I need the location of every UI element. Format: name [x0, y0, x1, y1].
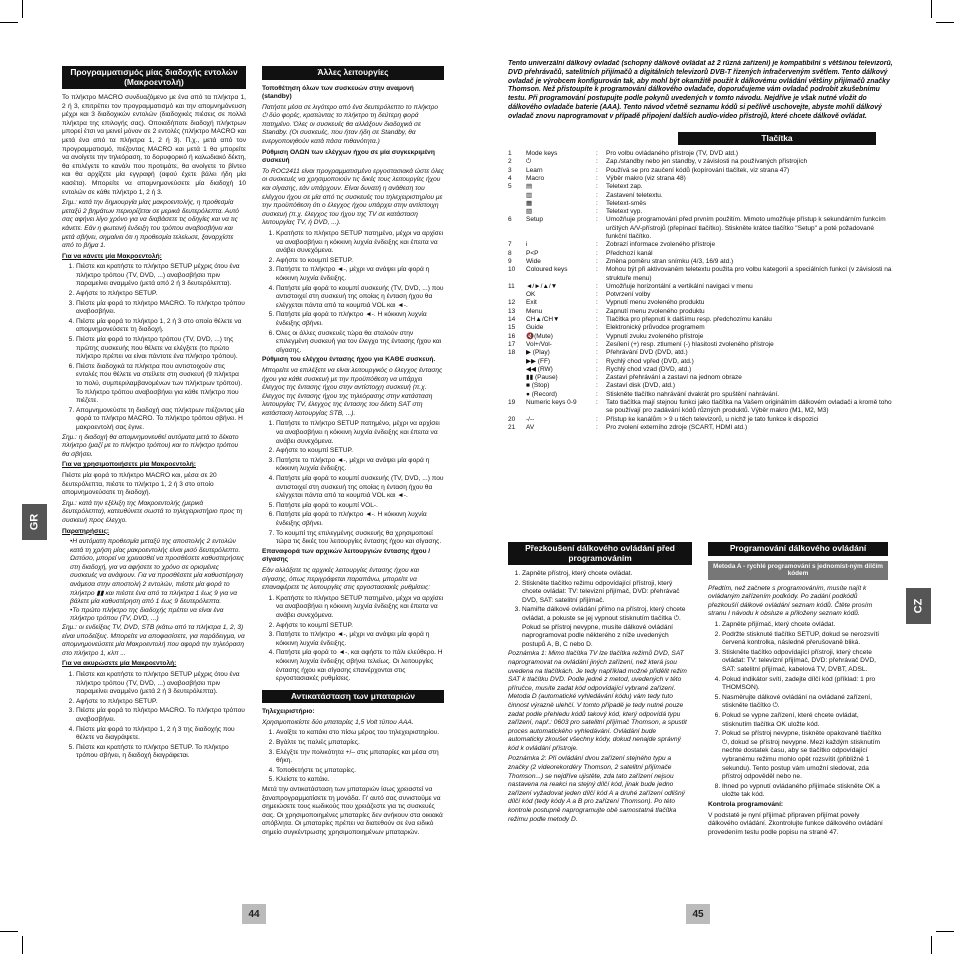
section-heading: Tlačítka — [678, 132, 876, 146]
table-row — [508, 208, 896, 216]
key-description: Zastaví přehrávání a zastaví na jednom obraze — [606, 374, 742, 382]
separator: : — [596, 291, 598, 299]
key-description: Potvrzení volby — [606, 291, 651, 299]
crop-mark — [936, 931, 954, 932]
column-czech-test — [508, 542, 692, 896]
key-name: -/-- — [526, 415, 535, 423]
key-number: 4 — [508, 174, 512, 182]
column-czech-programming — [708, 542, 888, 896]
table-row — [508, 150, 896, 158]
page-number-right: 45 — [686, 904, 710, 924]
list-item: 3. Πιέστε μία φορά το πλήκτρο MACRO. Το πλήκτρο τρόπου αναβοσβήνει. — [76, 707, 246, 724]
list-item: 3. Namiřte dálkové ovládání přímo na přístroj, který chcete ovládat, a pokuste se jej vypnout stisknutím tlačítka ⏻. Pokud se přístroj nevypne, musíte dálkové ovládání naprogramovat podle některého z níže uvedených postupů A, B, C nebo D. — [522, 606, 692, 649]
key-description: Přístup ke kanálům > 9 u těch televizorů, u nichž je tato funkce k dispozici — [606, 415, 819, 423]
key-number: 14 — [508, 316, 516, 324]
separator: : — [596, 241, 598, 249]
list-item: 2. Αφήστε το κουμπί SETUP. — [276, 622, 444, 631]
section-heading: Programování dálkového ovládání — [708, 542, 888, 556]
key-number: 19 — [508, 398, 516, 406]
separator: : — [596, 365, 598, 373]
table-row — [508, 374, 896, 382]
list-item: 7. Pokud se přístroj nevypne, tiskněte opakovaně tlačítko ⏻, dokud se přístroj nevypne. Mezi každým stisknutím nechte dostatek času, aby se tlačítko odpovídající vybranému režimu mohlo opět rozsvítit (přibližně 1 sekundu). Tento postup vám umožní sledovat, zda přístroj odpověděl nebo ne. — [722, 730, 888, 782]
key-name: ■ (Stop) — [526, 382, 550, 390]
table-row — [508, 424, 896, 432]
list-item: 5. Πιέστε και κρατήστε το πλήκτρο SETUP. Το πλήκτρο τρόπου σβήνει, η διαδοχή διαγράφεται. — [76, 744, 246, 761]
steps-list — [62, 263, 246, 432]
list-item: 1. Ανοίξτε το καπάκι στο πίσω μέρος του τηλεχειριστηρίου. — [276, 729, 444, 738]
note: Σημ.: η διαδοχή θα απομνημονευθεί αυτόματα μετά το δέκατο πλήκτρο (μαζί με το πλήκτρο τρόπου) και το πλήκτρο τρόπου θα σβήσει. — [62, 433, 239, 458]
list-item: 1. Πιέστε και κρατήστε το πλήκτρο SETUP μέχρις ότου ένα πλήκτρο τρόπου (TV, DVD, ...) αναβοσβήσει πριν παραμείνει αναμμένο (μετά 2 ή 3 δευτερόλεπτα). — [76, 671, 246, 697]
page-number-left: 44 — [242, 904, 266, 924]
paragraph: Μπορείτε να επιλέξετε να είναι λειτουργικός ο έλεγχος έντασης ήχου για κάθε συσκευή με την προϋπόθεση να υπάρχει έλεγχος της έντασης ήχου στην αντίστοιχη συσκευή (π.χ. έλεγχος της έντασης ήχου της τηλεόρασης στην κατάσταση λειτουργίας TV, έλεγχος της έντασης του δέκτη SAT στη κατάσταση λειτουργίας STB, ...). — [262, 366, 443, 417]
separator: : — [596, 249, 598, 257]
key-description: Zastaví disk (DVD, atd.) — [606, 382, 675, 390]
key-description: Rychlý chod vpřed (DVD, atd.) — [606, 357, 694, 365]
subheading: Τοποθέτηση όλων των συσκευών στην αναμονή (standby) — [262, 84, 414, 101]
key-name: Guide — [526, 324, 544, 332]
key-description: Vypnutí menu zvoleného produktu — [606, 299, 705, 307]
table-row — [508, 308, 896, 316]
key-name: i — [526, 241, 528, 249]
key-name: ● (Record) — [526, 390, 558, 398]
key-description: Vypnutí zvuku zvoleného přístroje — [606, 332, 704, 340]
key-description: Pro zvolení externího zdroje (SCART, HDMI atd.) — [606, 423, 748, 431]
crop-mark — [931, 0, 932, 18]
key-number: 17 — [508, 340, 516, 348]
key-description: Elektronický průvodce programem — [606, 324, 705, 332]
list-item: 3. Ελέγξτε την πολικότητα +/– στις μπαταρίες και μέσα στη θήκη. — [276, 749, 444, 766]
separator: : — [596, 199, 598, 207]
separator: : — [596, 357, 598, 365]
table-row — [508, 250, 896, 258]
list-item: 8. Ihned po vypnutí ovládaného přijímače stiskněte OK a uložte tak kód. — [722, 783, 888, 800]
language-tab-cz — [906, 588, 931, 624]
key-name: Wide — [526, 257, 541, 265]
key-number: 2 — [508, 158, 512, 166]
key-description: Teletext-směs — [606, 199, 647, 207]
table-row — [508, 241, 896, 249]
section-heading: Άλλες λειτουργίες — [262, 66, 444, 80]
key-number: 8 — [508, 249, 512, 257]
subheading: Επαναφορά των αρχικών λειτουργιών έντασης ήχου / σίγασης — [262, 547, 431, 564]
separator: : — [596, 324, 598, 332]
list-item: 1. Zapněte přístroj, který chcete ovládat. — [522, 570, 692, 579]
list-item: 1. Κρατήστε το πλήκτρο SETUP πατημένο, μέχρι να αρχίσει να αναβοσβήνει η κόκκινη λυχνία ένδειξης και έπειτα να ανάβει συνεχόμενα. — [276, 595, 444, 621]
language-tab-label: GR — [28, 513, 41, 531]
key-description: Umožňuje programování před prvním použitím. Mimoto umožňuje přístup k sekundárním funkcím určitých A/V-přístrojů (přepínací tlačítko). Stiskněte krátce tlačítko "Setup" a poté požadované funkční tlačítko. — [606, 216, 886, 241]
subheading: Για να ακυρώσετε μία Μακροεντολή: — [62, 660, 177, 668]
paragraph: Πιέστε μία φορά το πλήκτρο MACRO και, μέσα σε 20 δευτερόλεπτα, πιέστε το πλήκτρο 1, 2 ή 3 στο οποίο απομνημονεύσατε τη διαδοχή. — [62, 471, 217, 497]
separator: : — [596, 216, 598, 224]
steps-list — [62, 671, 246, 761]
list-item: 4. Πιέστε μία φορά το πλήκτρο 1, 2 ή 3 στο οποίο θέλετε να απομνημονεύσετε τη διαδοχή. — [76, 318, 246, 335]
section-heading: Αντικατάσταση των μπαταριών — [262, 690, 444, 704]
list-item: 2. Αφήστε το κουμπί SETUP. — [276, 257, 444, 266]
key-name: Mode keys — [526, 150, 558, 158]
table-row — [508, 158, 896, 166]
list-item: 5. Κλείστε το καπάκι. — [276, 776, 444, 785]
key-number: 10 — [508, 266, 516, 274]
key-name: ▮▮ (Pause) — [526, 374, 558, 382]
key-number: 21 — [508, 423, 516, 431]
key-name: ▶ (Play) — [526, 349, 550, 357]
key-number: 6 — [508, 216, 512, 224]
list-item: 2. Stiskněte tlačítko režimu odpovídající přístroji, který chcete ovládat: TV: televizní přijímač, DVD: přehrávač DVD, SAT: satelitní přijímač. — [522, 580, 692, 606]
crop-mark — [936, 22, 954, 23]
separator: : — [596, 316, 598, 324]
list-item: 6. Pokud se vypne zařízení, které chcete ovládat, stisknutím tlačítka OK uložte kód. — [722, 712, 888, 729]
key-name: AV — [526, 423, 535, 431]
list-item: 2. Αφήστε το κουμπί SETUP. — [276, 447, 444, 456]
separator: : — [596, 299, 598, 307]
section-heading: Přezkoušení dálkového ovládání před programováním — [508, 542, 692, 565]
list-item: • Η αυτόματη προθεσμία μεταξύ της αποστολής 2 εντολών κατά τη χρήση μίας μακροεντολής είναι μισό δευτερόλεπτο. Ωστόσο, μπορεί να χρειασθεί να προσθέσετε καθυστερήσεις στη διαδοχή, για να αφήσετε το χρόνο σε ορισμένες συσκευές να ανάψουν. Για να προσθέσετε μία καθυστέρηση ανάμεσα στην αποστολή 2 εντολών, πιέστε μία φορά το πλήκτρο ▮▮ και πιέστε ένα από τα πλήκτρα 1 έως 9 για να βάλετε μία καθυστέρηση από 1 έως 9 δευτερόλεπτα. — [70, 538, 246, 607]
list-item: 2. Podržte stisknuté tlačítko SETUP, dokud se nerozsvítí červená kontrolka, následně přerušovaně bliká. — [722, 631, 888, 648]
note: Poznámka 2: Při ovládání dvou zařízení stejného typu a značky (2 videorekordéry Thomson, 2 satelitní přijímače Thomson...) se nejdříve ujistěte, zda tato zařízení nejsou nastavena na reakci na stejný dílčí kód, jinak bude jedno zařízení vyžadovat jeden dílčí kód A a druhé zařízení odlišný dílčí kód (tedy kódy A a B pro zařízení Thomson). Po této kontrole postupně naprogramujte obě samostatná tlačítka režimu podle metody D. — [508, 755, 685, 823]
section-heading: Προγραμματισμός μίας διαδοχής εντολών (Μακροεντολή) — [62, 66, 246, 89]
steps-list — [262, 230, 444, 355]
key-number — [508, 291, 526, 299]
key-description: Zapnutí menu zvoleného produktu — [606, 307, 705, 315]
key-number — [508, 391, 526, 399]
list-item: 1. Zapněte přijímač, který chcete ovládat. — [722, 621, 888, 630]
table-row — [508, 399, 896, 416]
separator: : — [596, 150, 598, 158]
paragraph: Πατήστε μέσα σε λιγότερο από ένα δευτερόλεπτο το πλήκτρο ⏻ δύο φορές, κρατώντας το πλήκτρο τη δεύτερη φορά πατημένο. Όλες οι συσκευές θα αλλάξουν διαδοχικά σε Standby. (Οι συσκευές, που ήταν ήδη σε Standby, θα ενεργοποιηθούν κατά πάσα πιθανότητα.) — [262, 103, 439, 146]
key-name: ▧ — [526, 208, 533, 216]
keys-table — [508, 150, 896, 432]
separator: : — [596, 332, 598, 340]
key-name: Exit — [526, 299, 537, 307]
list-item: • Το πρώτο πλήκτρο της διαδοχής πρέπει να είναι ένα πλήκτρο τρόπου (TV, DVD, ...) — [70, 607, 246, 624]
key-number: 7 — [508, 241, 512, 249]
table-row — [508, 358, 896, 366]
list-item: 4. Πιέστε μία φορά το πλήκτρο 1, 2 ή 3 της διαδοχής που θέλετε να διαγράψετε. — [76, 726, 246, 743]
separator: : — [596, 390, 598, 398]
key-number — [508, 366, 526, 374]
list-item: 5. Πατήστε μία φορά το πλήκτρο ◄‑. Η κόκκινη λυχνία ένδειξης σβήνει. — [276, 311, 444, 328]
subheading: Ρύθμιση ΟΛΩΝ των ελέγχων ήχου σε μία συγκεκριμένη συσκευή — [262, 148, 435, 165]
subheading: Kontrola programování: — [708, 800, 784, 808]
table-row — [508, 167, 896, 175]
list-item: 1. Πιέστε και κρατήστε το πλήκτρο SETUP μέχρις ότου ένα πλήκτρο τρόπου (TV, DVD, ...) αναβοσβήσει πριν παραμείνει αναμμένο (μετά από 2 ή 3 δευτερόλεπτα). — [76, 263, 246, 289]
key-description: Mohou být při aktivovaném teletextu použita pro volbu kategorií a speciálních funkcí (v závislosti na struktuře menu) — [606, 266, 892, 282]
key-name: Coloured keys — [526, 266, 568, 274]
steps-list — [262, 729, 444, 785]
list-item: 3. Πιέστε μία φορά το πλήκτρο MACRO. Το πλήκτρο τρόπου αναβοσβήνει. — [76, 300, 246, 317]
key-description: Teletext zap. — [606, 183, 643, 191]
subheading: Ρύθμιση του ελέγχου έντασης ήχου για ΚΑΘΕ συσκευή. — [262, 356, 436, 364]
key-name: Learn — [526, 166, 543, 174]
key-number: 9 — [508, 257, 512, 265]
separator: : — [596, 374, 598, 382]
separator: : — [596, 257, 598, 265]
list-item: 6. Πιέστε διαδοχικά τα πλήκτρα που αντιστοιχούν στις εντολές που θέλετε να στείλετε στη συσκευή (9 πλήκτρα το πολύ, συμπεριλαμβανομένων των πλήκτρων τρόπου). Το πλήκτρο τρόπου αναβοσβήνει για κάθε πλήκτρο που πιέζετε. — [76, 363, 246, 406]
key-description: Rychlý chod vzad (DVD, atd.) — [606, 365, 692, 373]
key-name: Macro — [526, 174, 545, 182]
table-row — [508, 382, 896, 390]
note: Σημ.: οι ενδείξεις TV, DVD, STB (κάτω από τα πλήκτρα 1, 2, 3) είναι υποδείξεις. Μπορείτε να αποφασίσετε, για παράδειγμα, να απομνημονεύσετε μία Μακροεντολή που αφορά την τηλεόραση στο πλήκτρο 1, κλπ ... — [62, 624, 245, 657]
table-row — [508, 349, 896, 357]
list-item: 3. Πατήστε το πλήκτρο ◄‑, μέχρι να ανάψει μία φορά η κόκκινη λυχνία ένδειξης. — [276, 631, 444, 648]
table-row — [508, 216, 896, 241]
separator: : — [596, 382, 598, 390]
paragraph: Tento univerzální dálkový ovladač (schopný dálkově ovládat až 2 různá zařízení) je kompatibilní s většinou televizorů, DVD přehrávačů, satelitních přijímačů a digitálních televizorů DVB-T řízených infračerveným světlem. Tento dálkový ovladač je výrobcem konfigurován tak, aby mohl být okamžitě použit k dálkovému ovládání většiny přijímačů značky Thomson. Než přistoupíte k programování dálkového ovladače, doporučujeme vám ovladač podrobit zkušebnímu testu. Při programování postupujte podle pokynů uvedených v tomto návodu. Nejdříve je však nutné vložit do dálkového ovladače baterie (AAA). Tento návod včetně seznamu kódů si pečlivě uschovejte, abyste mohli dálkový ovladač znovu naprogramovat v případě připojení dalších audio-video přístrojů, které chcete dálkově ovládat. — [508, 60, 893, 120]
crop-mark — [22, 936, 23, 954]
key-name: ◀◀ (RW) — [526, 365, 553, 373]
table-row — [508, 416, 896, 424]
table-row — [508, 324, 896, 332]
key-number: 5 — [508, 183, 512, 191]
separator: : — [596, 166, 598, 174]
key-number — [508, 358, 526, 366]
list-item: 1. Πατήστε το πλήκτρο SETUP πατημένο, μέχρι να αρχίσει να αναβοσβήνει η κόκκινη λυχνία ένδειξης και έπειτα να ανάβει συνεχόμενα. — [276, 420, 444, 446]
subheading: Για να κάνετε μία Μακροεντολή: — [62, 252, 162, 260]
table-row — [508, 333, 896, 341]
key-name: CH▲/CH▼ — [526, 316, 560, 324]
key-description: Přehrávání DVD (DVD, atd.) — [606, 349, 688, 357]
key-name: P<P — [526, 249, 539, 257]
key-description: Výběr makro (viz strana 48) — [606, 174, 686, 182]
separator: : — [596, 398, 598, 406]
key-number: 16 — [508, 332, 516, 340]
separator: : — [596, 191, 598, 199]
czech-intro-and-keys — [508, 60, 896, 552]
key-number — [508, 382, 526, 390]
note: Σημ.: κατά την δημιουργία μίας μακροεντολής, η προθεσμία μεταξύ 2 βημάτων περιορίζεται σε μερικά δευτερόλεπτα. Αυτό σας αφήνει λίγο χρόνο για να διαβάσετε τις οδηγίες και να τις κάνετε. Εάν η φωτεινή ένδειξη του τρόπου αναβοσβήνει και μετά σβήνει, σημαίνει ότι η προθεσμία τελείωσε, ξαναρχίστε από το βήμα 1. — [62, 199, 239, 250]
separator: : — [596, 183, 598, 191]
note: Poznámka 1: Mimo tlačítka TV lze tlačítka režimů DVD, SAT naprogramovat na ovládání jiných zařízení, než která jsou uvedena na tlačítkách. Je tedy například možné přidělit režim SAT k tlačítku DVD. Podle jedné z metod, uvedených v této příručce, musíte zadat kód odpovídající vybrané zařízení. Metoda D (automatické vyhledávání kódu) vám tedy tuto činnost výrazně ulehčí. V tomto případě je tedy nutné pouze zadat podle přehledu kódů takový kód, který odpovídá typu zařízení, např.: 0603 pro satelitní přijímač Thomson, a spustit proces automatického vyhledávání. Ovládání bude automaticky zkoušet všechny kódy, dokud nenajde správný kód k ovládání přístroje. — [508, 650, 687, 752]
note: Σημ.: κατά την εξέλιξη της Μακροεντολής (μερικά δευτερόλεπτα), κατευθύνετε σωστά το τηλεχειριστήριο προς τη συσκευή προς έλεγχο. — [62, 499, 243, 524]
key-description: Umožňuje horizontální a vertikální navigaci v menu — [606, 282, 753, 290]
key-name: Menu — [526, 307, 543, 315]
list-item: 4. Πατήστε μία φορά το κουμπί συσκευής (TV, DVD, ...) που αντιστοιχεί στη συσκευή της οποίας η ένταση ήχου θα ελέγχεται πάντα από τα κουμπιά VOL και ◄‑. — [276, 475, 444, 501]
table-row — [508, 366, 896, 374]
separator: : — [596, 423, 598, 431]
key-name: OK — [526, 291, 536, 299]
key-description: Zap./standby nebo jen standby, v závislosti na používaných přístrojích — [606, 158, 808, 166]
separator: : — [596, 415, 598, 423]
table-row — [508, 175, 896, 183]
table-row — [508, 266, 896, 283]
separator: : — [596, 208, 598, 216]
key-number — [508, 374, 526, 382]
key-name: Setup — [526, 216, 543, 224]
table-row — [508, 258, 896, 266]
crop-mark — [22, 0, 23, 18]
list-item: 5. Nasměrujte dálkové ovládání na ovládané zařízení, stiskněte tlačítko ⏻. — [722, 694, 888, 711]
key-number: 15 — [508, 324, 516, 332]
table-row — [508, 291, 896, 299]
table-row — [508, 183, 896, 191]
list-item: 3. Stiskněte tlačítko odpovídající přístroji, který chcete ovládat: TV: televizní přijímač, DVD: přehrávač DVD, SAT: satelitní přijímač, kabelová TV, DVBT, ADSL. — [722, 649, 888, 675]
list-item: 2. Αφήστε το πλήκτρο SETUP. — [76, 698, 246, 707]
key-number: 3 — [508, 166, 512, 174]
paragraph: Μετά την αντικατάσταση των μπαταριών ίσως χρειαστεί να ξαναπρογραμματίσετε τη μονάδα. Γι' αυτό σας συνιστούμε να σημειώσετε τους κωδικούς που χρειάζεστε για τις συσκευές σας. Οι χρησιμοποιημένες μπαταρίες δεν ανήκουν στα οικιακά απόβλητα. Οι μπαταρίες πρέπει να διατεθούν σε ένα ειδικό σημείο συγκέντρωσης χρησιμοποιημένων μπαταριών. — [262, 785, 443, 836]
steps-list — [262, 595, 444, 684]
subheading: Για να χρησιμοποιήσετε μία Μακροεντολή: — [62, 461, 196, 469]
table-row — [508, 283, 896, 291]
key-number: 1 — [508, 150, 512, 158]
paragraph: V podstatě je nyní přijímač připraven přijímat povely dálkového ovládání. Zkontrolujte funkce dálkového ovládání provedením testu podle popisu na straně 47. — [708, 811, 883, 836]
list-item: 3. Πατήστε το πλήκτρο ◄‑, μέχρι να ανάψει μία φορά η κόκκινη λυχνία ένδειξης. — [276, 457, 444, 474]
list-item: 2. Αφήστε το πλήκτρο SETUP. — [76, 290, 246, 299]
table-row — [508, 391, 896, 399]
separator: : — [596, 349, 598, 357]
language-tab-label: CZ — [912, 598, 925, 614]
list-item: 3. Πατήστε το πλήκτρο ◄‑, μέχρι να ανάψει μία φορά η κόκκινη λυχνία ένδειξης. — [276, 266, 444, 283]
subheading: Τηλεχειριστήριο: — [262, 708, 315, 716]
key-description: Teletext vyp. — [606, 208, 643, 216]
paragraph: Předtím, než začnete s programováním, musíte najít k ovládaným zařízením podkódy. Po zadání podkódů přezkoušíí dálkové ovládání seznam kódů. Čtěte prosím stranu I návodu k obsluze a přiloženy seznam kódů. — [708, 584, 873, 618]
key-number: 20 — [508, 415, 516, 423]
key-name: ▤ — [526, 183, 533, 191]
separator: : — [596, 282, 598, 290]
list-item: 7. Απομνημονεύστε τη διαδοχή σας πλήκτρων πιέζοντας μία φορά το πλήκτρο MACRO. Το πλήκτρο τρόπου σβήνει. Η μακροεντολή σας έγινε. — [76, 407, 246, 433]
list-item: 4. Πατήστε μία φορά το ◄‑, και αφήστε το πάλι ελεύθερο. Η κόκκινη λυχνία ένδειξης σβήνει τελείως. Οι λειτουργίες έντασης ήχου και σίγασης επανέρχονται στις εργοστασιακές ρυθμίσεις. — [276, 649, 444, 683]
key-description: Stiskněte tlačítko nahrávání dvakrát pro spuštění nahrávání. — [606, 390, 780, 398]
paragraph: Το ROC2411 είναι προγραμματισμένο εργοστασιακά ώστε όλες οι συσκευές να χρησιμοποιούν τις δικές τους λειτουργίες ήχου και σίγασης, εάν υπάρχουν. Είναι δυνατή η ανάθεση του ελέγχου ήχου σε μία από τις συσκευές του τηλεχειριστηρίου με την προϋπόθεση ότι ο έλεγχος ήχου υπάρχει στην αντίστοιχη συσκευή (π.χ. έλεγχος του ήχου της TV σε κατάσταση λειτουργίας TV, ή DVD, ...). — [262, 167, 444, 227]
key-number — [508, 192, 526, 200]
list-item: 6. Όλες οι άλλες συσκευές τώρα θα σταλούν στην επιλεγμένη συσκευή για τον έλεγχο της έντασης ήχου και σίγασης. — [276, 330, 444, 356]
key-description: Pro volbu ovládaného přístroje (TV, DVD atd.) — [606, 150, 738, 158]
key-name: ⏻ — [526, 158, 532, 166]
list-item: 4. Τοποθετήστε τις μπαταρίες. — [276, 767, 444, 776]
paragraph: Εάν αλλάξατε τις αρχικές λειτουργίες έντασης ήχου και σίγασης, όπως περιγράφεται παραπάνω, μπορείτε να επαναφέρετε τις λειτουργίες στις εργοστασιακές ρυθμίσεις: — [262, 566, 431, 592]
separator: : — [596, 266, 598, 274]
steps-list — [508, 570, 692, 649]
key-name: 🔇(Mute) — [526, 332, 553, 340]
key-description: Zesílení (+) resp. ztlumení (-) hlasitosti zvoleného přístroje — [606, 340, 774, 348]
separator: : — [596, 307, 598, 315]
key-number: 11 — [508, 282, 515, 290]
key-name: ▦ — [526, 199, 533, 207]
crop-mark — [0, 931, 18, 932]
paragraph: Το πλήκτρο MACRO συνδυαζόμενο με ένα από τα πλήκτρα 1, 2 ή 3, επιτρέπει τον προγραμματισμό και την απομνημόνευση μέχρι και 3 διαδοχικών εντολών (διαδοχικές πιέσεις σε πολλά πλήκτρα της επιλογής σας). Οποιαδήποτε διαδοχή πλήκτρων μπορεί έτσι να μεινεί μόνον σε 2 εντολές (πλήκτρο MACRO και μετά ένα από τα πλήκτρα 1, 2 ή 3). Π.χ., μετά από τον προγραμματισμό, πιέζοντας MACRO και μετά 1 θα μπορείτε να ανοίγετε την τηλεόραση, το δορυφορικό ή καλωδιακό δέκτη, θα επιλέγετε το κανάλι που προτιμάτε, θα ανοίγετε το βίντεο και θα αρχίζετε μία εγγραφή (αφού έχετε βάλει ήδη μία κασέτα). Μπορείτε να απομνημονεύσετε μία διαδοχή 10 εντολών σε κάθε πλήκτρο 1, 2 ή 3. — [62, 94, 246, 196]
key-number — [508, 208, 526, 216]
table-row — [508, 192, 896, 200]
table-row — [508, 341, 896, 349]
steps-list — [262, 420, 444, 546]
key-name: Vol+/Vol- — [526, 340, 552, 348]
language-tab-gr — [22, 504, 47, 540]
column-greek-functions — [262, 66, 444, 896]
key-description: Změna poměru stran snímku (4/3, 16/9 atd.) — [606, 257, 734, 265]
separator: : — [596, 340, 598, 348]
key-name: ▶▶ (FF) — [526, 357, 551, 365]
steps-list — [708, 621, 888, 800]
list-item: 1. Κρατήστε το πλήκτρο SETUP πατημένο, μέχρι να αρχίσει να αναβοσβήνει η κόκκινη λυχνία ένδειξης και έπειτα να ανάβει συνεχόμενα. — [276, 230, 444, 256]
key-number: 18 — [508, 349, 516, 357]
key-name: Numeric keys 0-9 — [526, 398, 577, 406]
key-number: 13 — [508, 307, 516, 315]
list-item: 5. Πατήστε μία φορά το κουμπί VOL-. — [276, 502, 444, 511]
key-name: ◄/►/▲/▼ — [526, 282, 558, 290]
table-row — [508, 200, 896, 208]
key-description: Zobrazí informace zvoleného přístroje — [606, 241, 716, 249]
table-row — [508, 299, 896, 307]
list-item: 4. Πατήστε μία φορά το κουμπί συσκευής (TV, DVD, ...) που αντιστοιχεί στη συσκευή της οποίας η ένταση ήχου θα ελέγχεται πάντα από τα κουμπιά VOL και ◄‑. — [276, 285, 444, 311]
key-description: Tato tlačítka mají stejnou funkci jako tlačítka na Vašem originálním dálkovém ovladači a kromě toho se používají pro zadávání kódů různých produktů. Výběr makro (M1, M2, M3) — [606, 398, 892, 415]
method-heading: Metoda A - rychlé programování s jednomíst-ným dílčím kódem — [708, 561, 888, 580]
key-description: Používá se pro zaučení kódů (kopírování tlačítek, viz strana 47) — [606, 166, 790, 174]
crop-mark — [931, 936, 932, 954]
key-description: Tlačítka pro přepnutí k dalšímu resp. předchozímu kanálu — [606, 316, 772, 324]
list-item: 7. Το κουμπί της επιλεγμένης συσκευής θα χρησιμοποιεί τώρα τις δικές του λειτουργίες έντασης ήχου και σίγασης. — [276, 530, 444, 547]
list-item: 6. Πατήστε μία φορά το πλήκτρο ◄‑. Η κόκκινη λυχνία ένδειξης σβήνει. — [276, 511, 444, 528]
bullet-list — [62, 538, 246, 624]
separator: : — [596, 174, 598, 182]
key-number: 12 — [508, 299, 516, 307]
key-name: ▥ — [526, 191, 533, 199]
key-number — [508, 200, 526, 208]
key-description: Zastavení teletextu. — [606, 191, 663, 199]
crop-mark — [0, 22, 18, 23]
subheading: Παρατηρήσεις: — [62, 527, 110, 535]
key-description: Předchozí kanál — [606, 249, 653, 257]
list-item: 2. Βγάλτε τις παλιές μπαταρίες. — [276, 739, 444, 748]
paragraph: Χρησιμοποιείστε δύο μπαταρίες 1,5 Volt τύπου AAA. — [262, 718, 414, 726]
separator: : — [596, 158, 598, 166]
column-greek-macro — [62, 66, 246, 896]
list-item: 4. Pokud indikátor svítí, zadejte dílčí kód (příklad: 1 pro THOMSON). — [722, 676, 888, 693]
list-item: 5. Πιέστε μία φορά το πλήκτρο τρόπου (TV, DVD, ...) της πρώτης συσκευής που θέλετε να ελέγξετε (το πρώτο πλήκτρο πρέπει να είναι πάντοτε ένα πλήκτρο τρόπου). — [76, 336, 246, 362]
